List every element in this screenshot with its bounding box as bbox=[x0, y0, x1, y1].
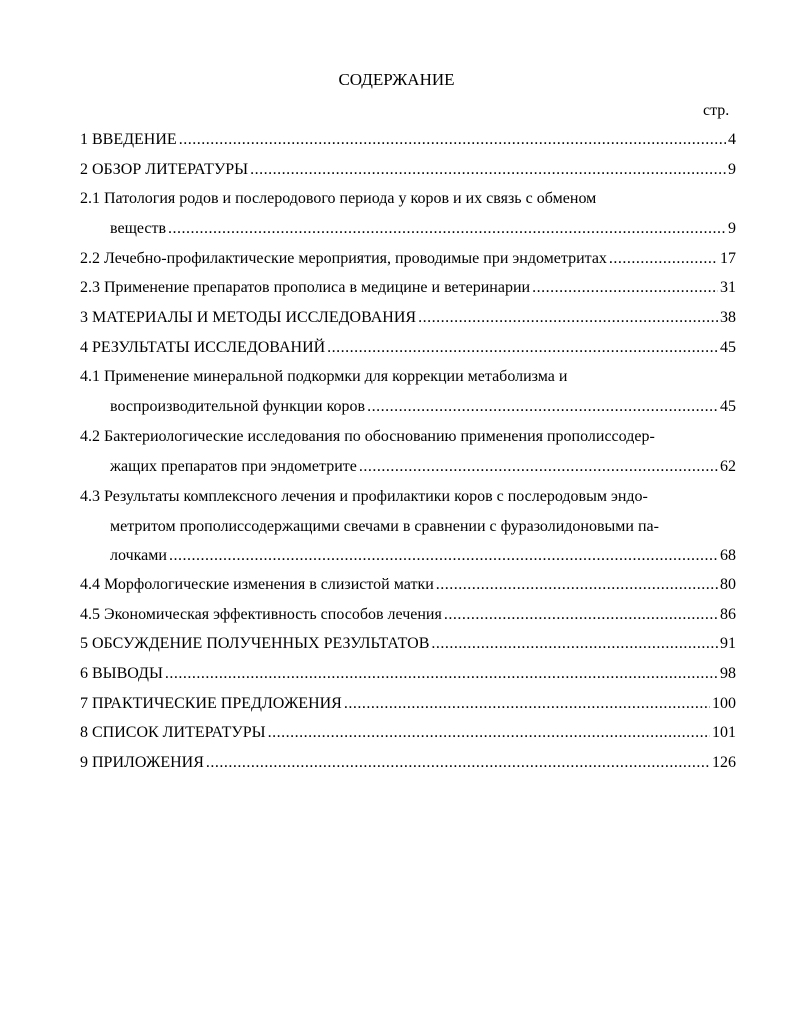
toc-page-number: 68 bbox=[720, 547, 736, 564]
toc-entry-row[interactable] bbox=[80, 128, 736, 152]
dot-leader bbox=[344, 692, 710, 716]
toc-entry-row[interactable] bbox=[80, 662, 736, 686]
dot-leader bbox=[169, 544, 718, 568]
toc-entry-title: 5 ОБСУЖДЕНИЕ ПОЛУЧЕННЫХ РЕЗУЛЬТАТОВ bbox=[80, 635, 430, 652]
toc-entry-row[interactable] bbox=[80, 573, 736, 597]
dot-leader bbox=[418, 306, 718, 330]
dot-leader bbox=[168, 217, 726, 241]
toc-entry-row[interactable] bbox=[80, 336, 736, 360]
dot-leader bbox=[444, 603, 718, 627]
toc-entry-title: лочками bbox=[110, 547, 167, 564]
toc-page-number: 101 bbox=[712, 724, 736, 741]
toc-entry-line: 4.1 Применение минеральной подкормки для коррекции метаболизма и bbox=[80, 368, 568, 385]
page-column-label: стр. bbox=[703, 102, 730, 119]
toc-page-number: 126 bbox=[712, 754, 736, 771]
toc-page-number: 45 bbox=[720, 339, 736, 356]
toc-entry-title: 3 МАТЕРИАЛЫ И МЕТОДЫ ИССЛЕДОВАНИЯ bbox=[80, 309, 417, 326]
toc-entry-title: 6 ВЫВОДЫ bbox=[80, 665, 163, 682]
toc-entry-row[interactable] bbox=[80, 306, 736, 330]
toc-entry-title: 9 ПРИЛОЖЕНИЯ bbox=[80, 754, 204, 771]
toc-page-number: 62 bbox=[720, 457, 736, 475]
toc-entry-row[interactable] bbox=[80, 158, 736, 182]
dot-leader bbox=[268, 721, 710, 745]
toc-entry-row[interactable] bbox=[80, 721, 736, 745]
toc-entry-row[interactable] bbox=[80, 751, 736, 775]
toc-entry-row[interactable] bbox=[80, 276, 736, 300]
toc-entry-row[interactable] bbox=[110, 544, 736, 568]
toc-title: СОДЕРЖАНИЕ bbox=[338, 70, 455, 89]
toc-entry-title: 8 СПИСОК ЛИТЕРАТУРЫ bbox=[80, 724, 266, 741]
dot-leader bbox=[609, 247, 718, 271]
toc-page-number: 9 bbox=[728, 219, 736, 237]
toc-entry-line: 2.1 Патология родов и послеродового периода у коров и их связь с обменом bbox=[80, 190, 597, 207]
toc-entry-row[interactable] bbox=[110, 395, 736, 419]
dot-leader bbox=[431, 632, 718, 656]
dot-leader bbox=[206, 751, 710, 775]
toc-entry-title: веществ bbox=[110, 219, 167, 237]
dot-leader bbox=[367, 395, 718, 419]
dot-leader bbox=[532, 276, 718, 300]
toc-entry-row[interactable] bbox=[80, 692, 736, 716]
toc-entry-row[interactable] bbox=[80, 247, 736, 271]
toc-page-number: 91 bbox=[720, 635, 736, 652]
toc-entry-title: 7 ПРАКТИЧЕСКИЕ ПРЕДЛОЖЕНИЯ bbox=[80, 695, 342, 712]
toc-entry-title: 2 ОБЗОР ЛИТЕРАТУРЫ bbox=[80, 161, 249, 178]
toc-entry-line: метритом прополиссодержащими свечами в сравнении с фуразолидоновыми па- bbox=[110, 517, 659, 535]
toc-entry-line: 4.2 Бактериологические исследования по обоснованию применения прополиссодер- bbox=[80, 428, 655, 445]
toc-entry-row[interactable] bbox=[110, 455, 736, 479]
toc-entry-row[interactable] bbox=[110, 217, 736, 241]
toc-page-number: 80 bbox=[720, 576, 736, 593]
toc-entry-row[interactable] bbox=[80, 632, 736, 656]
dot-leader bbox=[327, 336, 718, 360]
toc-entry-title: 4 РЕЗУЛЬТАТЫ ИССЛЕДОВАНИЙ bbox=[80, 339, 326, 356]
toc-entry-line: 4.3 Результаты комплексного лечения и профилактики коров с послеродовым эндо- bbox=[80, 488, 648, 505]
toc-entry-title: 2.3 Применение препаратов прополиса в медицине и ветеринарии bbox=[80, 279, 531, 296]
toc-page-number: 45 bbox=[720, 397, 736, 415]
toc-page-number: 4 bbox=[728, 131, 736, 148]
toc-page-number: 9 bbox=[728, 161, 736, 178]
toc-entry-title: воспроизводительной функции коров bbox=[110, 397, 366, 415]
toc-page-number: 98 bbox=[720, 665, 736, 682]
toc-entry-row[interactable] bbox=[80, 603, 736, 627]
dot-leader bbox=[359, 455, 718, 479]
toc-page-number: 38 bbox=[720, 309, 736, 326]
toc-entry-title: 1 ВВЕДЕНИЕ bbox=[80, 131, 177, 148]
dot-leader bbox=[179, 128, 726, 152]
toc-page-number: 31 bbox=[720, 279, 736, 296]
dot-leader bbox=[436, 573, 718, 597]
toc-entry-title: 2.2 Лечебно-профилактические мероприятия, проводимые при эндометритах bbox=[80, 250, 607, 267]
toc-page-number: 17 bbox=[720, 250, 736, 267]
toc-page-number: 100 bbox=[712, 695, 736, 712]
dot-leader bbox=[165, 662, 718, 686]
toc-entry-title: 4.4 Морфологические изменения в слизистой матки bbox=[80, 576, 434, 593]
toc-page-number: 86 bbox=[720, 606, 736, 623]
toc-entry-title: жащих препаратов при эндометрите bbox=[110, 457, 357, 475]
dot-leader bbox=[250, 158, 726, 182]
toc-entry-title: 4.5 Экономическая эффективность способов лечения bbox=[80, 606, 442, 623]
